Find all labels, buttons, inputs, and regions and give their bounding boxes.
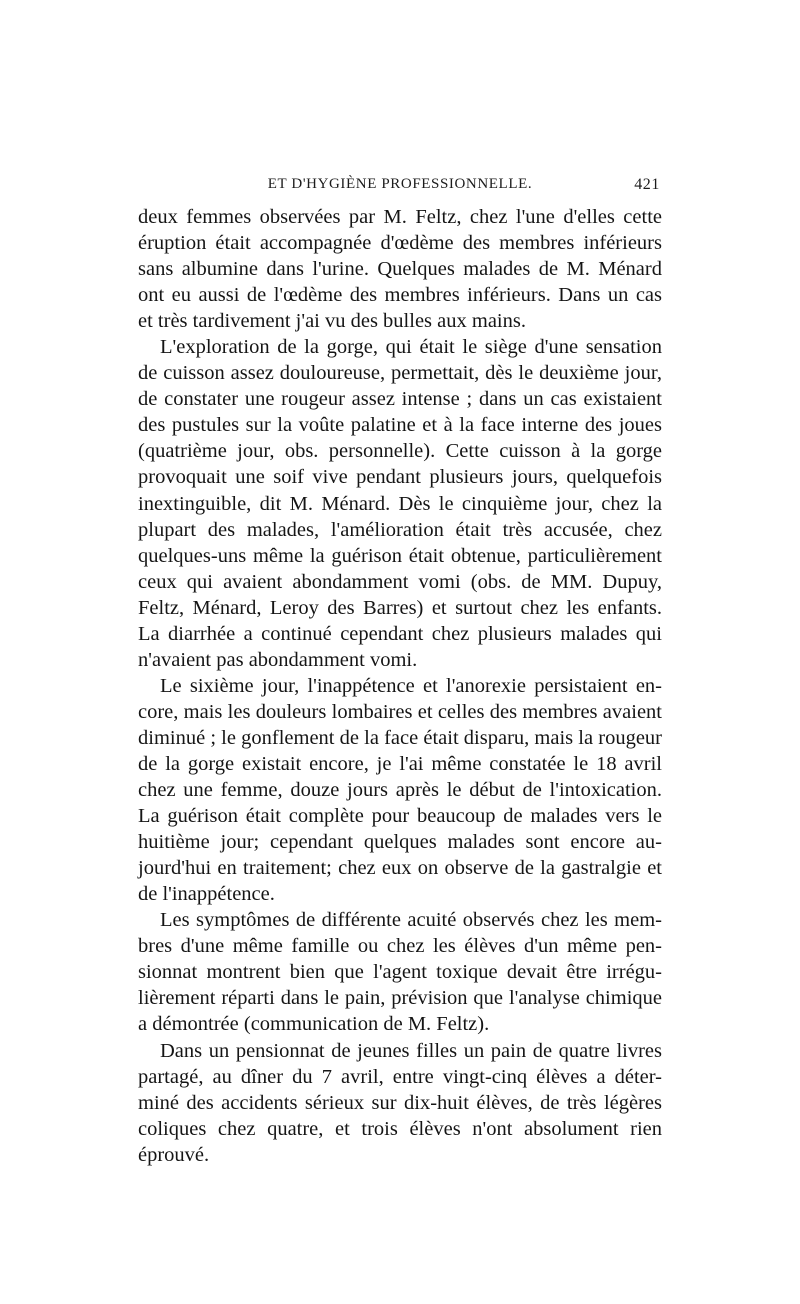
text-line: Le sixième jour, l'inappétence et l'anorexie persistaient en- [160,674,662,697]
text-line: de constater une rougeur assez intense ; dans un cas existaient [138,388,662,411]
text-line: partagé, au dîner du 7 avril, entre vingt-cinq élèves a déter- [138,1065,662,1088]
text-line: quelques-uns même la guérison était obtenue, particulièrement [138,544,662,567]
text-line: bres d'une même famille ou chez les élèves d'un même pen- [138,935,662,958]
text-line: L'exploration de la gorge, qui était le siège d'une sensation [160,336,662,359]
text-line: et très tardivement j'ai vu des bulles aux mains. [138,310,526,333]
text-line: provoquait une soif vive pendant plusieurs jours, quelquefois [138,466,662,489]
paragraph-3 [138,673,662,907]
text-line: La diarrhée a continué cependant chez plusieurs malades qui [138,622,662,645]
paragraph-2 [138,334,662,673]
paragraph-1 [138,204,662,334]
text-line: éruption était accompagnée d'œdème des membres inférieurs [138,232,662,255]
text-line: des pustules sur la voûte palatine et à la face interne des joues [138,414,662,437]
text-line: La guérison était complète pour beaucoup de malades vers le [138,805,662,828]
text-line: éprouvé. [138,1143,210,1166]
running-title: ET D'HYGIÈNE PROFESSIONNELLE. [267,176,533,192]
text-line: ont eu aussi de l'œdème des membres inférieurs. Dans un cas [138,284,662,307]
text-line: de la gorge existait encore, je l'ai même constatée le 18 avril [138,752,662,775]
text-line: plupart des malades, l'amélioration était très accusée, chez [138,518,662,541]
text-line: core, mais les douleurs lombaires et celles des membres avaient [138,700,662,723]
text-line: miné des accidents sérieux sur dix-huit élèves, de très légères [138,1091,662,1114]
page-number: 421 [634,176,660,193]
text-line: Dans un pensionnat de jeunes filles un pain de quatre livres [160,1039,662,1062]
text-line: n'avaient pas abondamment vomi. [138,648,418,671]
text-line: coliques chez quatre, et trois élèves n'ont absolument rien [138,1117,662,1140]
running-head [138,176,662,200]
text-line: a démontrée (communication de M. Feltz). [138,1013,490,1036]
text-line: jourd'hui en traitement; chez eux on observe de la gastralgie et [138,857,662,880]
body-text [138,204,662,1168]
text-line: (quatrième jour, obs. personnelle). Cette cuisson à la gorge [138,440,662,463]
text-line: sans albumine dans l'urine. Quelques malades de M. Ménard [138,258,662,281]
text-line: inextinguible, dit M. Ménard. Dès le cinquième jour, chez la [138,492,662,515]
text-line: huitième jour; cependant quelques malades sont encore au- [138,831,662,854]
text-line: chez une femme, douze jours après le début de l'intoxication. [138,779,662,802]
text-line: diminué ; le gonflement de la face était disparu, mais la rougeur [138,726,662,749]
text-line: deux femmes observées par M. Feltz, chez l'une d'elles cette [138,206,662,228]
text-line: de cuisson assez douloureuse, permettait, dès le deuxième jour, [138,362,662,385]
text-line: Les symptômes de différente acuité observés chez les mem- [160,909,662,932]
text-line: sionnat montrent bien que l'agent toxique devait être irrégu- [138,961,662,984]
text-line: de l'inappétence. [138,883,275,906]
paragraph-5 [138,1038,662,1168]
paragraph-4 [138,907,662,1037]
text-line: lièrement réparti dans le pain, prévision que l'analyse chimique [138,987,662,1010]
text-line: ceux qui avaient abondamment vomi (obs. de MM. Dupuy, [138,570,662,593]
text-line: Feltz, Ménard, Leroy des Barres) et surtout chez les enfants. [138,596,662,619]
